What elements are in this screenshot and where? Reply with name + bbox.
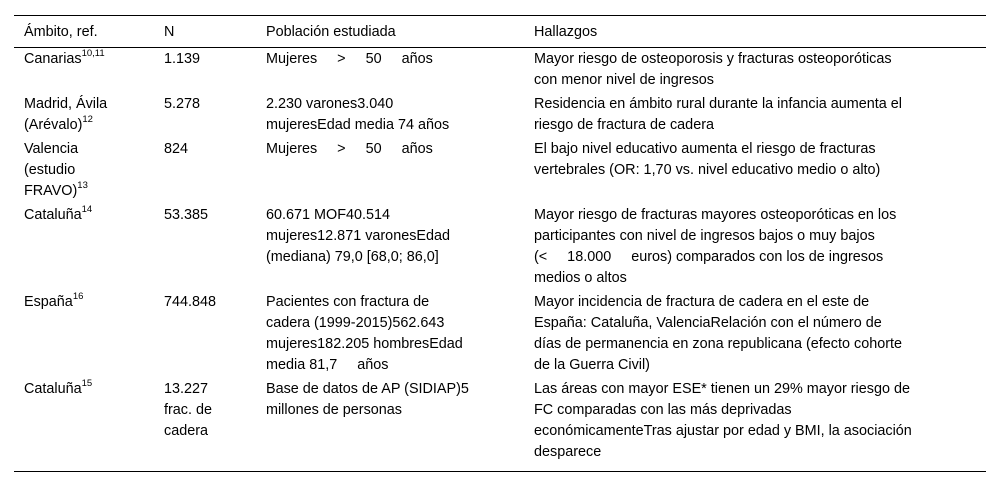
header-ambito: Ámbito, ref.: [14, 16, 154, 48]
ambito-line: [24, 181, 154, 202]
ambito-text: Valencia: [24, 141, 79, 157]
cell-hallazgos: [524, 204, 986, 291]
reference-superscript: 10,11: [81, 48, 105, 60]
poblacion-line: Pacientes con fractura de: [266, 294, 430, 310]
n-line: cadera: [164, 423, 209, 439]
ambito-line: [24, 205, 154, 226]
header-row: [14, 16, 986, 48]
reference-superscript: 16: [72, 291, 84, 303]
hallazgos-line: participantes con nivel de ingresos bajos o muy bajos: [534, 228, 875, 244]
poblacion-line: mujeres182.205 hombresEdad: [266, 336, 463, 352]
poblacion-line: millones de personas: [266, 402, 402, 418]
hallazgos-line: Mayor riesgo de fracturas mayores osteoporóticas en los: [534, 207, 897, 223]
ambito-text: Madrid, Ávila: [24, 96, 108, 112]
n-line: 5.278: [164, 96, 201, 112]
table-body: [14, 48, 986, 472]
ambito-line: [24, 379, 154, 400]
hallazgos-line: FC comparadas con las más deprivadas: [534, 402, 792, 418]
hallazgos-line: Las áreas con mayor ESE* tienen un 29% mayor riesgo de: [534, 381, 910, 397]
ambito-text: (estudio: [24, 162, 76, 178]
poblacion-line: Base de datos de AP (SIDIAP)5: [266, 381, 469, 397]
study-table: [14, 15, 986, 472]
table-row: [14, 378, 986, 472]
cell-hallazgos: [524, 378, 986, 472]
reference-superscript: 15: [81, 378, 93, 390]
poblacion-line: media 81,7 años: [266, 357, 389, 373]
hallazgos-line: Mayor riesgo de osteoporosis y fracturas osteoporóticas: [534, 51, 892, 67]
cell-hallazgos: [524, 93, 986, 138]
ambito-text: España: [24, 294, 73, 310]
cell-ambito: [14, 204, 154, 291]
cell-ambito: [14, 378, 154, 472]
cell-n: [154, 138, 256, 204]
cell-n: [154, 378, 256, 472]
hallazgos-line: desparece: [534, 444, 602, 460]
poblacion-line: mujeres12.871 varonesEdad: [266, 228, 451, 244]
ambito-line: [24, 49, 154, 70]
ambito-text: Canarias: [24, 51, 82, 67]
n-line: 824: [164, 141, 189, 157]
cell-poblacion: [256, 93, 524, 138]
hallazgos-line: de la Guerra Civil): [534, 357, 650, 373]
ambito-text: Cataluña: [24, 381, 82, 397]
cell-n: [154, 204, 256, 291]
cell-hallazgos: [524, 138, 986, 204]
cell-n: [154, 291, 256, 378]
hallazgos-line: económicamenteTras ajustar por edad y BMI, la asociación: [534, 423, 912, 439]
table-row: [14, 291, 986, 378]
reference-superscript: 12: [82, 114, 93, 126]
poblacion-line: (mediana) 79,0 [68,0; 86,0]: [266, 249, 439, 265]
hallazgos-line: con menor nivel de ingresos: [534, 72, 714, 88]
poblacion-line: Mujeres > 50 años: [266, 141, 433, 157]
cell-ambito: [14, 48, 154, 94]
reference-superscript: 13: [77, 180, 88, 192]
table-row: [14, 138, 986, 204]
hallazgos-line: vertebrales (OR: 1,70 vs. nivel educativo medio o alto): [534, 162, 881, 178]
ambito-line: [24, 94, 154, 115]
hallazgos-line: El bajo nivel educativo aumenta el riesgo de fracturas: [534, 141, 876, 157]
ambito-line: [24, 292, 154, 313]
hallazgos-line: medios o altos: [534, 270, 627, 286]
hallazgos-line: riesgo de fractura de cadera: [534, 117, 714, 133]
header-n: N: [154, 16, 256, 48]
n-line: 13.227: [164, 381, 209, 397]
cell-n: [154, 93, 256, 138]
table-row: [14, 93, 986, 138]
hallazgos-line: Residencia en ámbito rural durante la infancia aumenta el: [534, 96, 902, 112]
ambito-line: [24, 115, 154, 136]
cell-poblacion: [256, 138, 524, 204]
poblacion-line: 60.671 MOF40.514: [266, 207, 390, 223]
header-hallazgos: Hallazgos: [524, 16, 986, 48]
poblacion-line: 2.230 varones3.040: [266, 96, 394, 112]
ambito-text: (Arévalo): [24, 117, 83, 133]
hallazgos-line: España: Cataluña, ValenciaRelación con el número de: [534, 315, 882, 331]
table-row: [14, 48, 986, 94]
cell-n: [154, 48, 256, 94]
header-poblacion: Población estudiada: [256, 16, 524, 48]
cell-poblacion: [256, 204, 524, 291]
n-line: 1.139: [164, 51, 201, 67]
hallazgos-line: (< 18.000 euros) comparados con los de ingresos: [534, 249, 884, 265]
table-row: [14, 204, 986, 291]
ambito-line: [24, 139, 154, 160]
n-line: frac. de: [164, 402, 212, 418]
cell-hallazgos: [524, 48, 986, 94]
table-header: [14, 16, 986, 48]
reference-superscript: 14: [81, 204, 93, 216]
n-line: 53.385: [164, 207, 209, 223]
cell-poblacion: [256, 48, 524, 94]
poblacion-line: mujeresEdad media 74 años: [266, 117, 450, 133]
poblacion-line: Mujeres > 50 años: [266, 51, 433, 67]
cell-ambito: [14, 291, 154, 378]
cell-ambito: [14, 138, 154, 204]
hallazgos-line: Mayor incidencia de fractura de cadera en el este de: [534, 294, 870, 310]
ambito-text: FRAVO): [24, 183, 78, 199]
ambito-text: Cataluña: [24, 207, 82, 223]
poblacion-line: cadera (1999-2015)562.643: [266, 315, 445, 331]
cell-hallazgos: [524, 291, 986, 378]
ambito-line: [24, 160, 154, 181]
cell-ambito: [14, 93, 154, 138]
n-line: 744.848: [164, 294, 217, 310]
cell-poblacion: [256, 291, 524, 378]
cell-poblacion: [256, 378, 524, 472]
hallazgos-line: días de permanencia en zona republicana (efecto cohorte: [534, 336, 903, 352]
